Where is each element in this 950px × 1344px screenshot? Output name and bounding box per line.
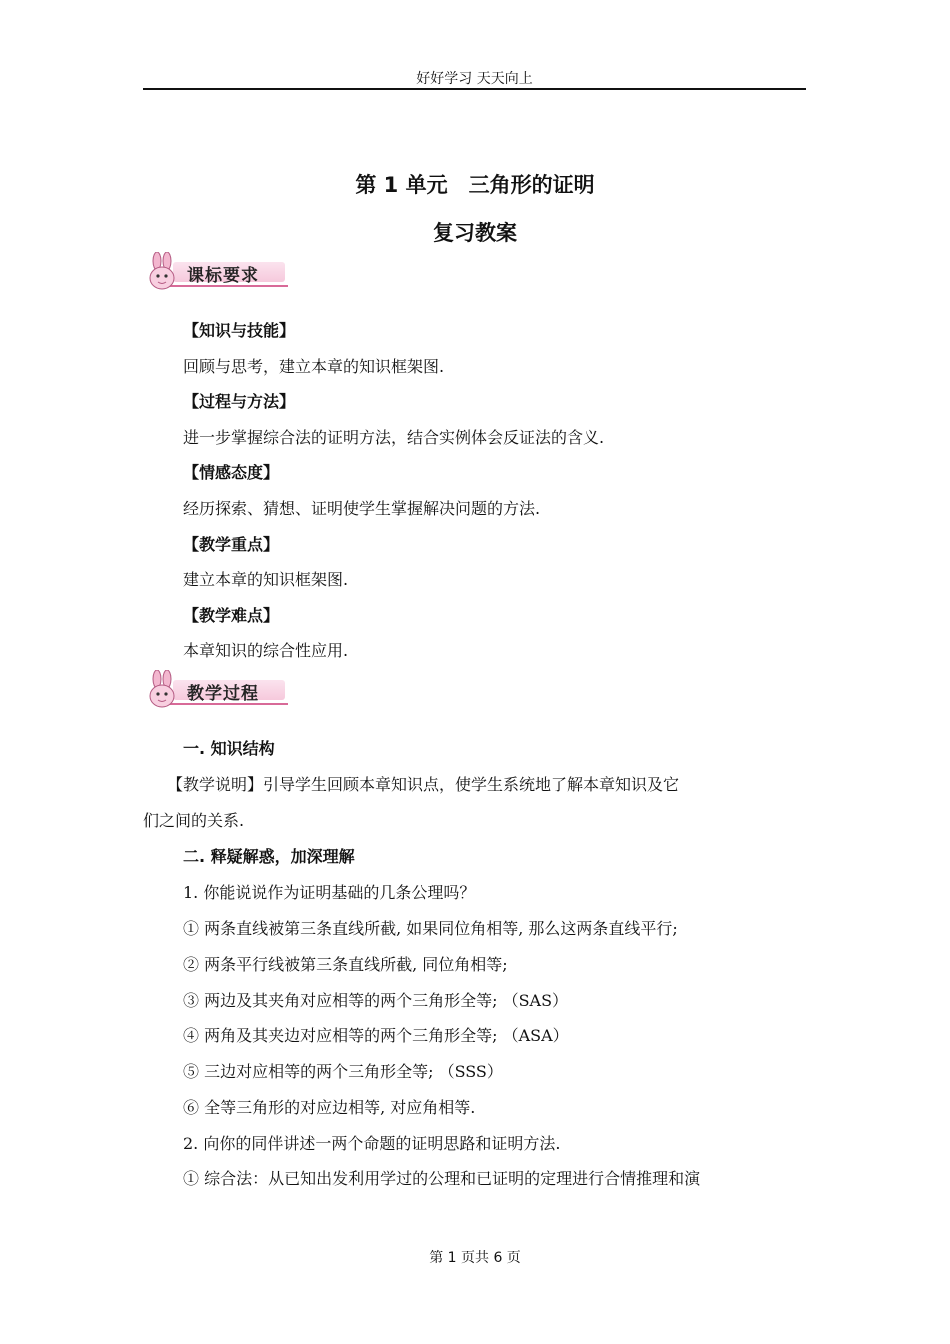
axiom-4: ④ 两角及其夹边对应相等的两个三角形全等; （ASA） (183, 1026, 569, 1045)
text-attitude: 经历探索、猜想、证明使学生掌握解决问题的方法. (183, 499, 541, 518)
section-knowledge-structure: 一. 知识结构 (183, 739, 275, 758)
section-clarify: 二. 释疑解惑，加深理解 (183, 847, 355, 866)
heading-key-point: 【教学重点】 (183, 535, 280, 554)
page-header: 好好学习 天天向上 (416, 71, 533, 87)
heading-attitude: 【情感态度】 (183, 463, 280, 482)
teaching-note-line2: 们之间的关系. (143, 811, 245, 830)
process-badge (143, 670, 293, 710)
question-1: 1. 你能说说作为证明基础的几条公理吗？ (183, 883, 476, 902)
question-2: 2. 向你的同伴讲述一两个命题的证明思路和证明方法. (183, 1134, 561, 1153)
header-rule (143, 88, 806, 90)
axiom-3: ③ 两边及其夹角对应相等的两个三角形全等; （SAS） (183, 991, 569, 1010)
page-footer: 第 1 页共 6 页 (429, 1250, 521, 1266)
page-subtitle: 复习教案 (433, 221, 517, 245)
page-title: 第 1 单元 三角形的证明 (355, 173, 595, 197)
standards-badge (143, 252, 293, 292)
text-key-point: 建立本章的知识框架图. (183, 570, 349, 589)
badge-label: 教学过程 (187, 684, 259, 704)
text-method: 进一步掌握综合法的证明方法，结合实例体会反证法的含义. (183, 428, 605, 447)
teaching-note-line1: 【教学说明】引导学生回顾本章知识点，使学生系统地了解本章知识及它 (167, 775, 680, 794)
heading-method: 【过程与方法】 (183, 392, 296, 411)
rabbit-mascot-icon (143, 252, 187, 294)
axiom-6: ⑥ 全等三角形的对应边相等, 对应角相等. (183, 1098, 476, 1117)
method-synthesis: ① 综合法：从已知出发利用学过的公理和已证明的定理进行合情推理和演 (183, 1169, 701, 1188)
axiom-1: ① 两条直线被第三条直线所截, 如果同位角相等, 那么这两条直线平行; (183, 919, 678, 938)
heading-knowledge: 【知识与技能】 (183, 321, 296, 340)
badge-label: 课标要求 (187, 266, 259, 286)
text-knowledge: 回顾与思考，建立本章的知识框架图. (183, 357, 445, 376)
heading-difficulty: 【教学难点】 (183, 606, 280, 625)
text-difficulty: 本章知识的综合性应用. (183, 641, 349, 660)
axiom-5: ⑤ 三边对应相等的两个三角形全等; （SSS） (183, 1062, 503, 1081)
rabbit-mascot-icon (143, 670, 187, 712)
axiom-2: ② 两条平行线被第三条直线所截, 同位角相等; (183, 955, 508, 974)
